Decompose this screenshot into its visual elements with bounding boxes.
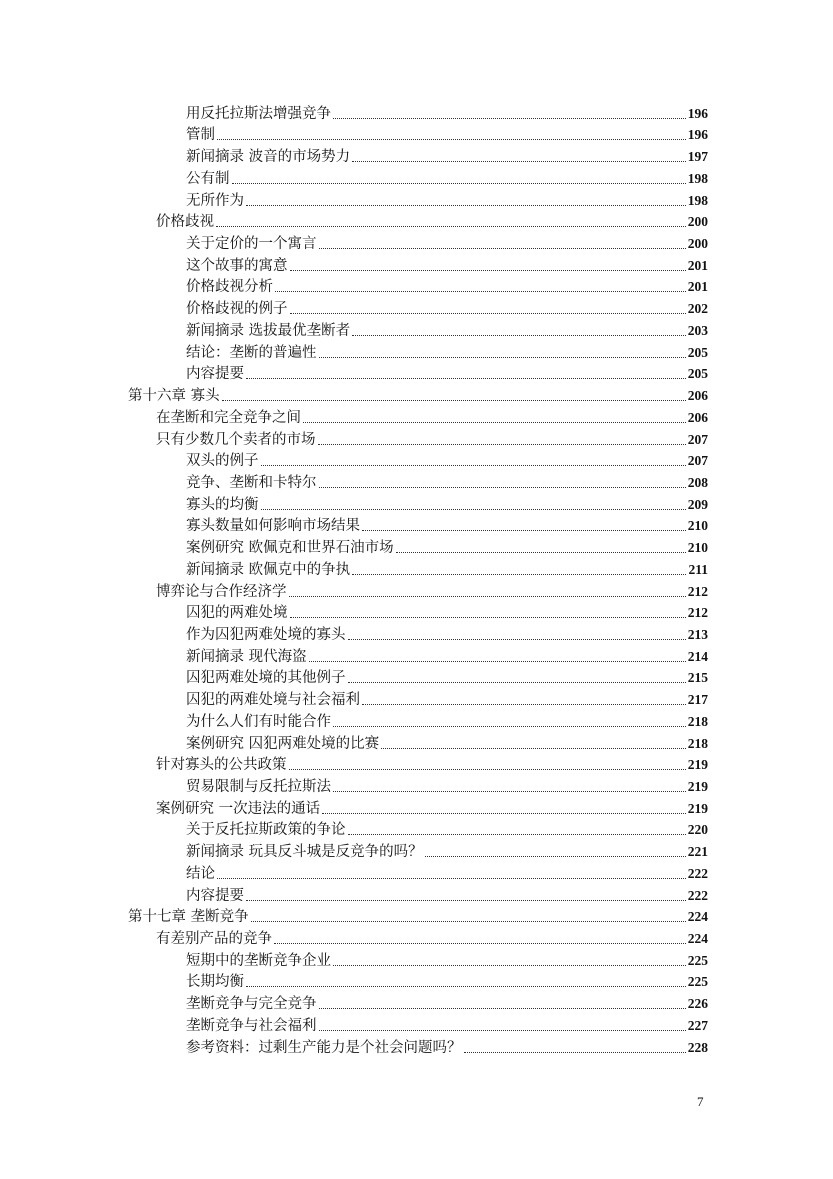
toc-entry-label: 新闻摘录 选拔最优垄断者 <box>186 322 351 339</box>
toc-entry-page: 226 <box>687 996 708 1012</box>
dot-leader <box>289 596 686 597</box>
table-of-contents <box>128 101 708 1057</box>
toc-entry-label: 只有少数几个卖者的市场 <box>156 431 316 448</box>
dot-leader <box>290 313 686 314</box>
dot-leader <box>333 791 686 792</box>
toc-entry-page: 212 <box>687 605 708 621</box>
toc-entry-label: 案例研究 一次违法的通话 <box>156 800 321 817</box>
toc-entry[interactable] <box>128 753 708 775</box>
dot-leader <box>290 270 686 271</box>
toc-entry[interactable] <box>128 687 708 709</box>
toc-entry-page: 220 <box>687 822 708 838</box>
toc-entry-page: 218 <box>687 735 708 751</box>
dot-leader <box>251 921 686 922</box>
toc-entry[interactable] <box>128 991 708 1013</box>
toc-entry[interactable] <box>128 144 708 166</box>
dot-leader <box>319 487 686 488</box>
toc-entry-label: 第十六章 寡头 <box>128 388 220 405</box>
toc-entry[interactable] <box>128 535 708 557</box>
dot-leader <box>290 617 686 618</box>
toc-entry-page: 210 <box>687 518 708 534</box>
toc-entry-label: 价格歧视分析 <box>186 279 273 296</box>
toc-entry-label: 价格歧视的例子 <box>186 301 288 318</box>
dot-leader <box>261 509 686 510</box>
dot-leader <box>333 726 686 727</box>
dot-leader <box>319 1030 686 1031</box>
toc-entry-label: 贸易限制与反托拉斯法 <box>186 779 331 795</box>
toc-entry-page: 208 <box>687 474 708 490</box>
toc-entry-label: 博弈论与合作经济学 <box>156 583 287 600</box>
toc-entry-label: 无所作为 <box>186 192 244 209</box>
toc-entry[interactable] <box>128 188 708 210</box>
toc-entry-page: 227 <box>687 1017 708 1033</box>
toc-entry-page: 198 <box>687 192 708 208</box>
dot-leader <box>216 226 686 227</box>
toc-entry-label: 公有制 <box>186 170 230 187</box>
toc-entry[interactable] <box>128 318 708 340</box>
toc-entry-label: 案例研究 欧佩克和世界石油市场 <box>186 540 394 557</box>
toc-entry-page: 218 <box>687 713 708 729</box>
toc-entry-label: 内容提要 <box>186 887 244 904</box>
toc-entry-label: 结论 <box>186 865 215 882</box>
toc-entry[interactable] <box>128 774 708 796</box>
toc-entry-page: 210 <box>687 540 708 556</box>
toc-entry[interactable] <box>128 579 708 601</box>
toc-entry-page: 206 <box>687 409 708 425</box>
toc-entry-label: 双头的例子 <box>186 453 259 470</box>
toc-entry[interactable] <box>128 210 708 232</box>
toc-entry[interactable] <box>128 709 708 731</box>
dot-leader <box>275 291 686 292</box>
dot-leader <box>217 139 686 140</box>
dot-leader <box>362 704 686 705</box>
toc-entry-label: 囚犯的两难处境 <box>186 605 288 622</box>
toc-entry[interactable] <box>128 644 708 666</box>
toc-entry-label: 用反托拉斯法增强竞争 <box>186 105 331 122</box>
toc-entry-label: 价格歧视 <box>156 214 214 231</box>
dot-leader <box>319 1008 686 1009</box>
toc-entry-label: 垄断竞争与完全竞争 <box>186 996 317 1013</box>
dot-leader <box>222 400 686 401</box>
toc-entry[interactable] <box>128 427 708 449</box>
toc-entry[interactable] <box>128 449 708 471</box>
toc-entry[interactable] <box>128 123 708 145</box>
toc-entry-label: 竞争、垄断和卡特尔 <box>186 474 317 491</box>
toc-entry[interactable] <box>128 275 708 297</box>
toc-entry-label: 针对寡头的公共政策 <box>156 757 287 774</box>
toc-entry-page: 206 <box>687 388 708 404</box>
toc-entry[interactable] <box>128 883 708 905</box>
toc-entry-page: 198 <box>687 170 708 186</box>
toc-entry[interactable] <box>128 405 708 427</box>
toc-entry[interactable] <box>128 383 708 405</box>
toc-entry-label: 垄断竞争与社会福利 <box>186 1017 317 1034</box>
toc-entry-label: 为什么人们有时能合作 <box>186 713 331 730</box>
toc-entry-page: 219 <box>687 779 708 794</box>
toc-entry-label: 关于反托拉斯政策的争论 <box>186 822 346 839</box>
toc-entry[interactable] <box>128 340 708 362</box>
dot-leader <box>348 639 686 640</box>
dot-leader <box>246 986 686 987</box>
toc-entry-label: 在垄断和完全竞争之间 <box>156 409 301 426</box>
toc-entry-page: 205 <box>687 344 708 360</box>
toc-entry[interactable] <box>128 731 708 753</box>
toc-entry-page: 201 <box>687 279 708 295</box>
toc-entry-page: 225 <box>687 974 708 990</box>
dot-leader <box>352 335 686 336</box>
toc-entry-page: 215 <box>687 670 708 686</box>
toc-entry[interactable] <box>128 296 708 318</box>
toc-entry[interactable] <box>128 861 708 883</box>
dot-leader <box>309 661 686 662</box>
toc-entry-label: 内容提要 <box>186 366 244 383</box>
toc-entry-page: 209 <box>687 496 708 512</box>
dot-leader <box>217 878 686 879</box>
toc-entry-label: 案例研究 囚犯两难处境的比赛 <box>186 735 380 752</box>
toc-entry-page: 219 <box>687 757 708 773</box>
dot-leader <box>261 465 686 466</box>
toc-entry-label: 新闻摘录 波音的市场势力 <box>186 149 351 166</box>
toc-entry[interactable] <box>128 1013 708 1035</box>
toc-entry-page: 222 <box>687 887 708 903</box>
toc-entry-page: 207 <box>687 431 708 447</box>
toc-entry[interactable] <box>128 1035 708 1057</box>
toc-entry-page: 202 <box>687 301 708 317</box>
dot-leader <box>333 118 686 119</box>
toc-entry[interactable] <box>128 796 708 818</box>
toc-entry-label: 寡头的均衡 <box>186 496 259 513</box>
dot-leader <box>333 965 686 966</box>
dot-leader <box>352 161 686 162</box>
toc-entry-label: 寡头数量如何影响市场结果 <box>186 518 360 535</box>
dot-leader <box>318 444 686 445</box>
toc-entry-page: 211 <box>688 561 708 577</box>
toc-entry[interactable] <box>128 492 708 514</box>
toc-entry-page: 212 <box>687 583 708 599</box>
toc-entry-page: 219 <box>687 800 708 816</box>
toc-entry[interactable] <box>128 601 708 623</box>
dot-leader <box>381 748 686 749</box>
toc-entry-page: 213 <box>687 626 708 642</box>
dot-leader <box>246 205 686 206</box>
toc-entry[interactable] <box>128 470 708 492</box>
toc-entry-label: 第十七章 垄断竞争 <box>128 909 249 926</box>
toc-entry-page: 228 <box>687 1039 708 1055</box>
toc-entry-label: 管制 <box>186 127 215 144</box>
toc-entry-page: 207 <box>687 453 708 469</box>
toc-entry-label: 长期均衡 <box>186 974 244 991</box>
toc-entry-page: 201 <box>687 257 708 273</box>
toc-entry[interactable] <box>128 557 708 579</box>
toc-entry-page: 224 <box>687 931 708 947</box>
toc-entry[interactable] <box>128 818 708 840</box>
toc-entry[interactable] <box>128 926 708 948</box>
dot-leader <box>289 769 686 770</box>
toc-entry-page: 225 <box>687 952 708 968</box>
toc-entry-page: 221 <box>687 844 708 860</box>
toc-entry-page: 197 <box>687 149 708 165</box>
dot-leader <box>362 530 686 531</box>
dot-leader <box>232 183 686 184</box>
dot-leader <box>425 856 686 857</box>
toc-entry[interactable] <box>128 948 708 970</box>
toc-entry-label: 关于定价的一个寓言 <box>186 236 317 253</box>
toc-entry[interactable] <box>128 622 708 644</box>
toc-entry-page: 205 <box>687 366 708 382</box>
dot-leader <box>319 248 686 249</box>
dot-leader <box>396 552 686 553</box>
toc-entry[interactable] <box>128 362 708 384</box>
toc-entry-page: 214 <box>687 648 708 664</box>
toc-entry-label: 结论：垄断的普遍性 <box>186 344 317 361</box>
toc-entry[interactable] <box>128 231 708 253</box>
toc-entry[interactable] <box>128 253 708 275</box>
dot-leader <box>303 422 686 423</box>
dot-leader <box>246 900 686 901</box>
toc-entry-label: 这个故事的寓意 <box>186 257 288 274</box>
toc-entry-label: 囚犯两难处境的其他例子 <box>186 670 346 687</box>
dot-leader <box>348 834 686 835</box>
toc-entry-label: 新闻摘录 欧佩克中的争执 <box>186 561 351 578</box>
toc-entry[interactable] <box>128 905 708 927</box>
toc-entry-page: 203 <box>687 322 708 338</box>
toc-entry-label: 短期中的垄断竞争企业 <box>186 952 331 969</box>
toc-entry[interactable] <box>128 166 708 188</box>
toc-entry-page: 196 <box>687 105 708 121</box>
toc-entry-label: 作为囚犯两难处境的寡头 <box>186 626 346 643</box>
toc-entry-page: 222 <box>687 865 708 881</box>
toc-entry[interactable] <box>128 101 708 123</box>
dot-leader <box>246 378 686 379</box>
dot-leader <box>319 357 686 358</box>
toc-entry-label: 新闻摘录 现代海盗 <box>186 648 307 665</box>
toc-entry-page: 200 <box>687 236 708 252</box>
toc-entry-page: 217 <box>687 692 708 708</box>
toc-entry[interactable] <box>128 970 708 992</box>
toc-entry[interactable] <box>128 839 708 861</box>
dot-leader <box>322 813 686 814</box>
dot-leader <box>464 1052 686 1053</box>
toc-entry-page: 224 <box>687 909 708 925</box>
toc-entry-label: 囚犯的两难处境与社会福利 <box>186 692 360 709</box>
dot-leader <box>352 574 686 575</box>
toc-entry[interactable] <box>128 666 708 688</box>
toc-entry[interactable] <box>128 514 708 536</box>
toc-entry-page: 200 <box>687 214 708 230</box>
page-number: 7 <box>697 1094 704 1109</box>
toc-entry-label: 有差别产品的竞争 <box>156 931 272 948</box>
dot-leader <box>274 943 686 944</box>
toc-entry-label: 新闻摘录 玩具反斗城是反竞争的吗？ <box>186 844 423 861</box>
toc-entry-page: 196 <box>687 127 708 143</box>
dot-leader <box>348 682 686 683</box>
toc-entry-label: 参考资料：过剩生产能力是个社会问题吗？ <box>186 1039 462 1056</box>
